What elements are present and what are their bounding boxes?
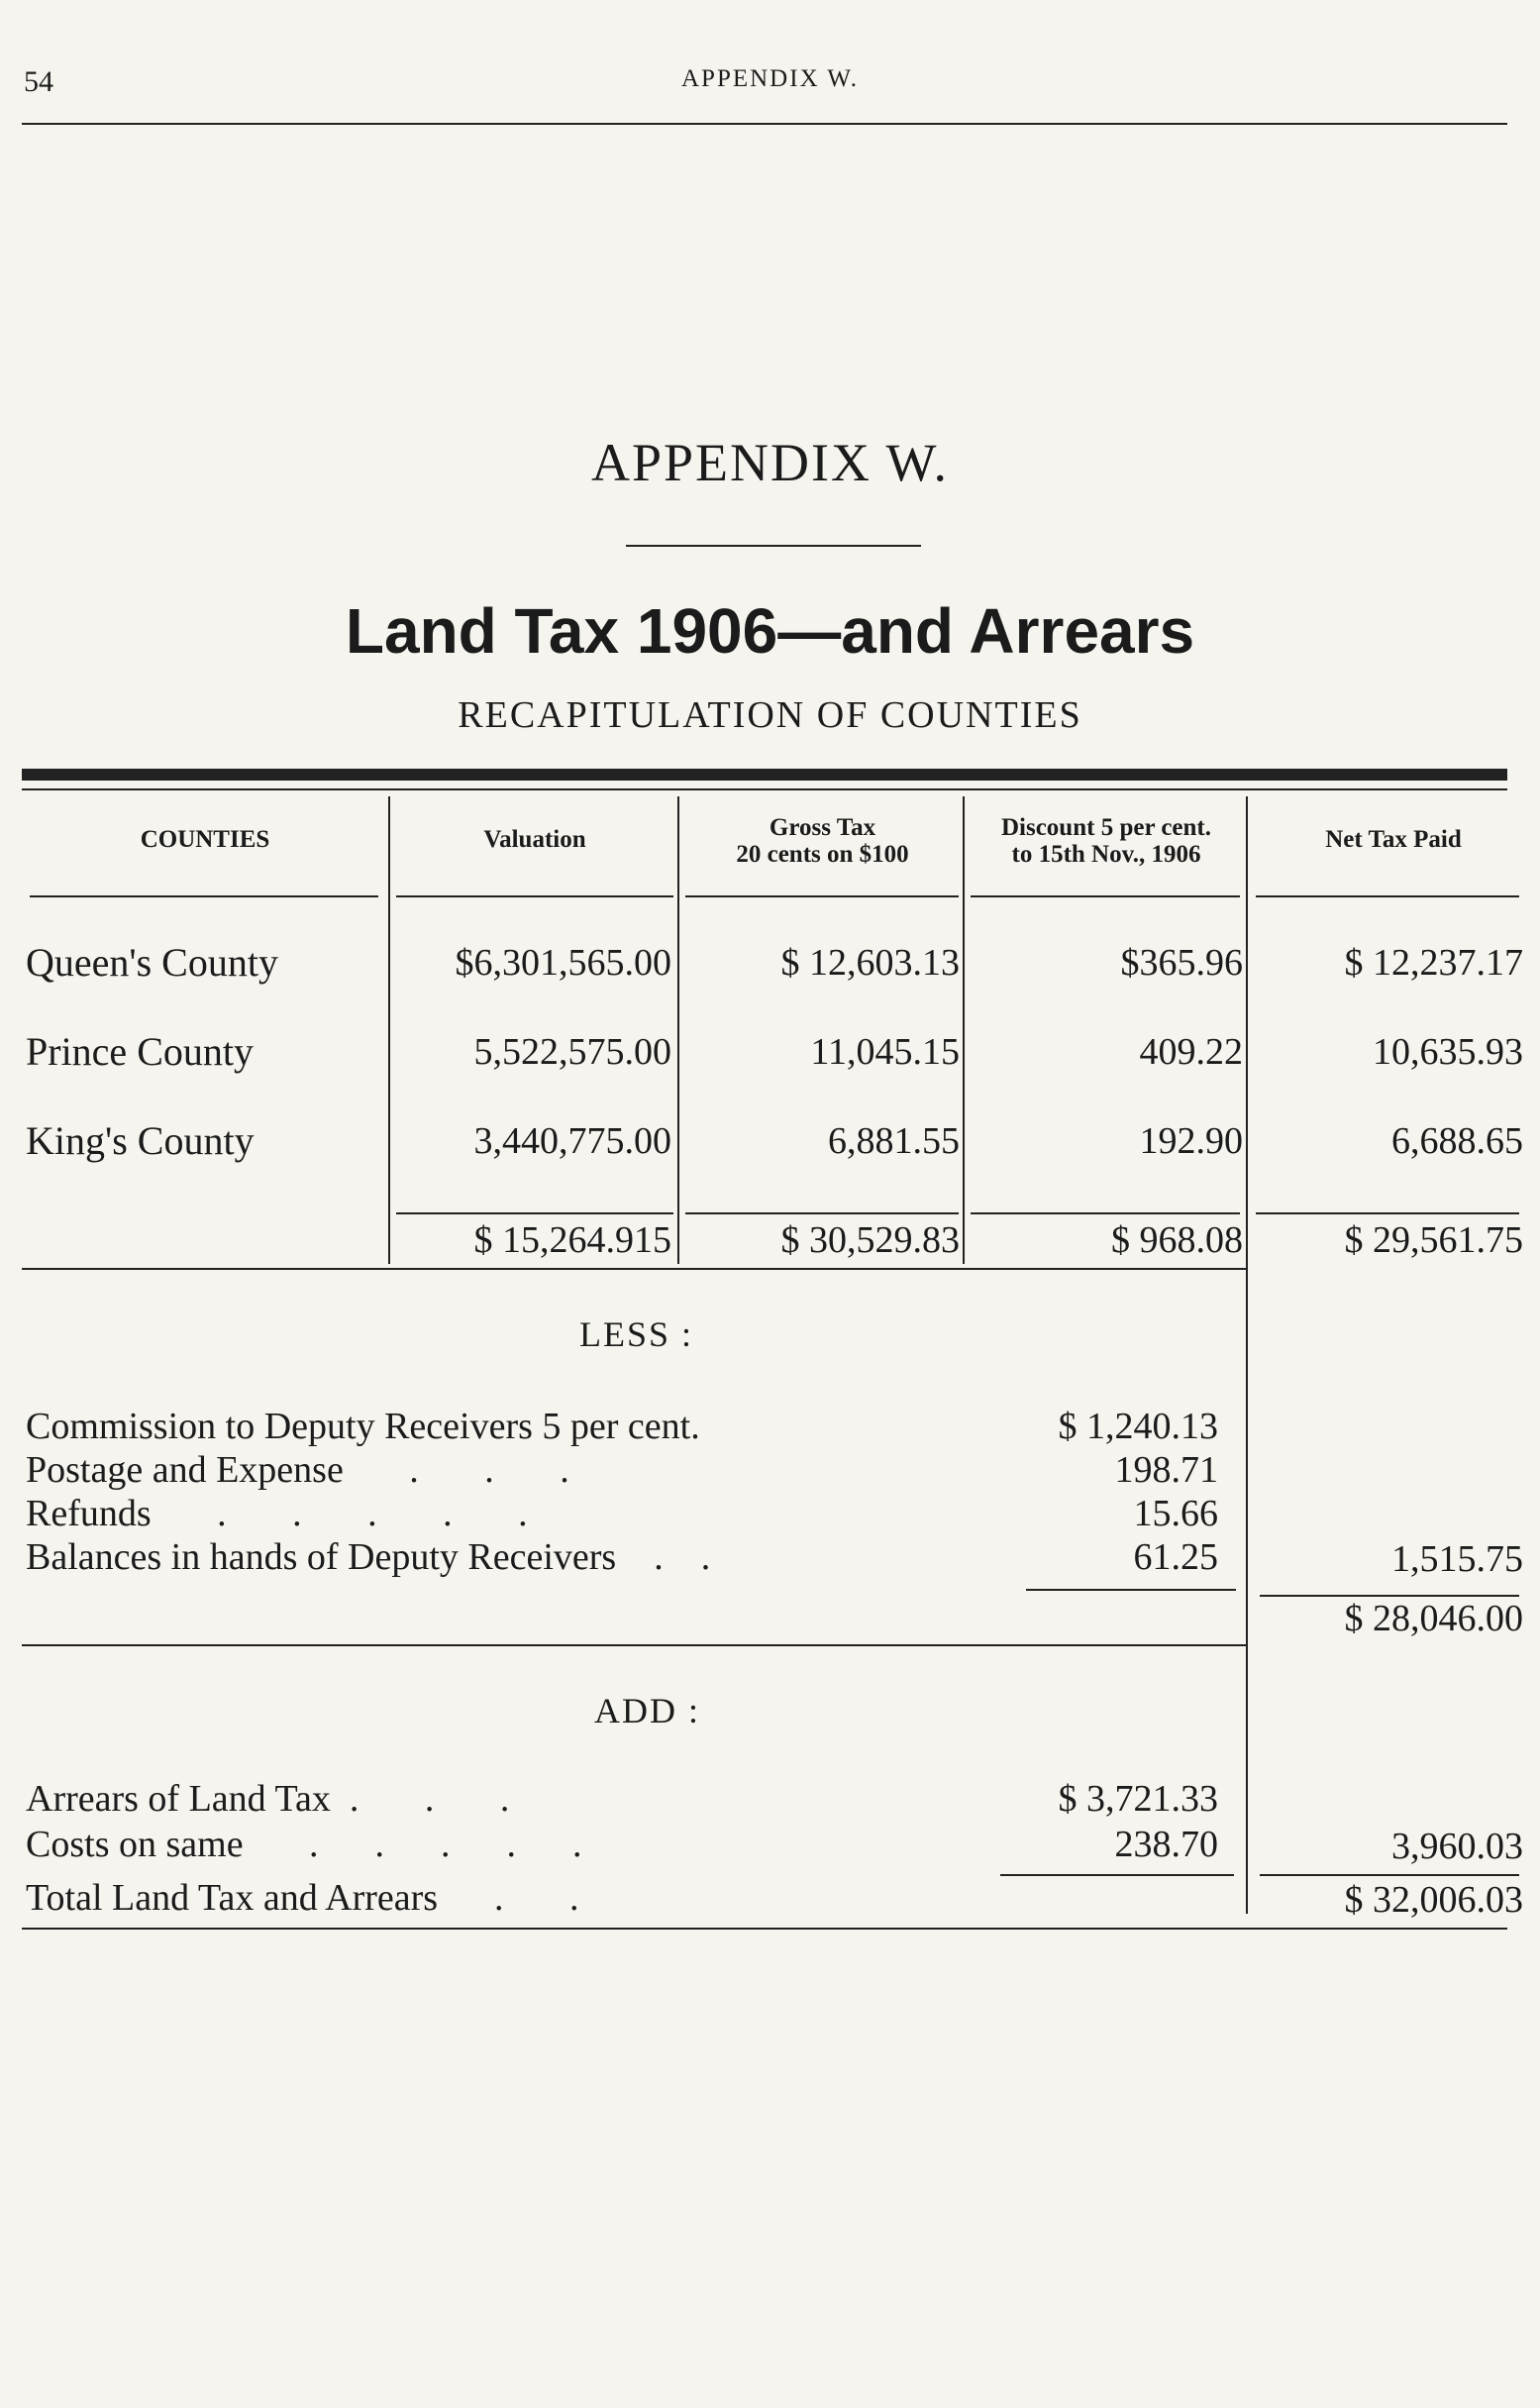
less-subtotal: 1,515.75 xyxy=(1391,1538,1523,1580)
less-item-amount: $ 1,240.13 xyxy=(1058,1406,1218,1447)
col-header-discount xyxy=(967,814,1246,868)
cell-valuation: 3,440,775.00 xyxy=(473,1120,671,1162)
header-underline xyxy=(971,895,1240,897)
cell-gross-tax: $ 12,603.13 xyxy=(780,942,960,984)
total-rule xyxy=(971,1212,1240,1214)
col-header-counties: COUNTIES xyxy=(140,826,270,853)
cell-net-tax: 10,635.93 xyxy=(1373,1031,1523,1073)
less-item-label: Postage and Expense . . . xyxy=(26,1449,569,1491)
cell-discount: $365.96 xyxy=(1120,942,1243,984)
cell-valuation: $6,301,565.00 xyxy=(455,942,671,984)
total-label: Total Land Tax and Arrears . . xyxy=(26,1877,579,1919)
bottom-rule xyxy=(22,1928,1507,1930)
less-section-rule xyxy=(22,1644,1246,1646)
cell-discount: 192.90 xyxy=(1139,1120,1243,1162)
page-title: APPENDIX W. xyxy=(590,433,950,492)
grand-total-rule xyxy=(1260,1874,1519,1876)
col-header-net-tax: Net Tax Paid xyxy=(1325,826,1462,853)
cell-gross-tax: 6,881.55 xyxy=(828,1120,960,1162)
thick-rule xyxy=(22,769,1507,781)
header-rule xyxy=(22,123,1507,125)
add-amount-rule xyxy=(1000,1874,1234,1876)
col-header-discount-line2: to 15th Nov., 1906 xyxy=(1011,841,1201,868)
less-item-amount: 61.25 xyxy=(1133,1536,1218,1578)
column-divider xyxy=(1246,796,1248,1914)
cell-gross-tax: 11,045.15 xyxy=(810,1031,960,1073)
balance-after-less: $ 28,046.00 xyxy=(1344,1598,1523,1639)
total-net-tax: $ 29,561.75 xyxy=(1344,1219,1523,1261)
col-header-valuation: Valuation xyxy=(483,826,586,853)
less-item-label: Commission to Deputy Receivers 5 per cent. xyxy=(26,1406,700,1447)
add-subtotal: 3,960.03 xyxy=(1391,1826,1523,1867)
totals-underline xyxy=(22,1268,1246,1270)
header-underline xyxy=(30,895,378,897)
col-header-discount-line1: Discount 5 per cent. xyxy=(1000,814,1212,841)
column-divider xyxy=(677,796,679,1264)
running-head: APPENDIX W. xyxy=(681,65,859,92)
cell-net-tax: 6,688.65 xyxy=(1391,1120,1523,1162)
total-rule xyxy=(396,1212,673,1214)
add-item-label: Arrears of Land Tax . . . xyxy=(26,1778,510,1820)
grand-total: $ 32,006.03 xyxy=(1344,1879,1523,1921)
add-item-label: Costs on same . . . . . xyxy=(26,1824,582,1865)
col-header-gross-tax-line1: Gross Tax xyxy=(769,814,876,841)
title-divider xyxy=(626,545,921,547)
col-header-gross-tax xyxy=(681,814,964,868)
header-underline xyxy=(685,895,959,897)
total-gross-tax: $ 30,529.83 xyxy=(780,1219,960,1261)
table-subheading: RECAPITULATION OF COUNTIES xyxy=(458,694,1082,736)
table-heading: Land Tax 1906—and Arrears xyxy=(345,595,1195,667)
total-rule xyxy=(1256,1212,1519,1214)
column-divider xyxy=(963,796,965,1264)
less-item-label: Refunds . . . . . xyxy=(26,1493,528,1534)
total-valuation: $ 15,264.915 xyxy=(473,1219,671,1261)
cell-net-tax: $ 12,237.17 xyxy=(1344,942,1523,984)
header-underline xyxy=(1256,895,1519,897)
row-label-queens-county: Queen's County xyxy=(26,940,278,985)
add-item-amount: 238.70 xyxy=(1114,1824,1218,1865)
total-rule xyxy=(685,1212,959,1214)
col-header-gross-tax-line2: 20 cents on $100 xyxy=(736,841,909,868)
add-item-amount: $ 3,721.33 xyxy=(1058,1778,1218,1820)
row-label-kings-county: King's County xyxy=(26,1118,255,1163)
cell-valuation: 5,522,575.00 xyxy=(473,1031,671,1073)
thin-rule xyxy=(22,788,1507,790)
cell-discount: 409.22 xyxy=(1139,1031,1243,1073)
row-label-prince-county: Prince County xyxy=(26,1029,254,1074)
header-underline xyxy=(396,895,673,897)
less-amount-rule xyxy=(1026,1589,1236,1591)
less-item-amount: 198.71 xyxy=(1114,1449,1218,1491)
page-number: 54 xyxy=(24,65,53,98)
add-label: ADD : xyxy=(594,1691,700,1730)
less-item-label: Balances in hands of Deputy Receivers . . xyxy=(26,1536,711,1578)
less-label: LESS : xyxy=(579,1314,694,1354)
column-divider xyxy=(388,796,390,1264)
total-discount: $ 968.08 xyxy=(1111,1219,1243,1261)
less-item-amount: 15.66 xyxy=(1133,1493,1218,1534)
